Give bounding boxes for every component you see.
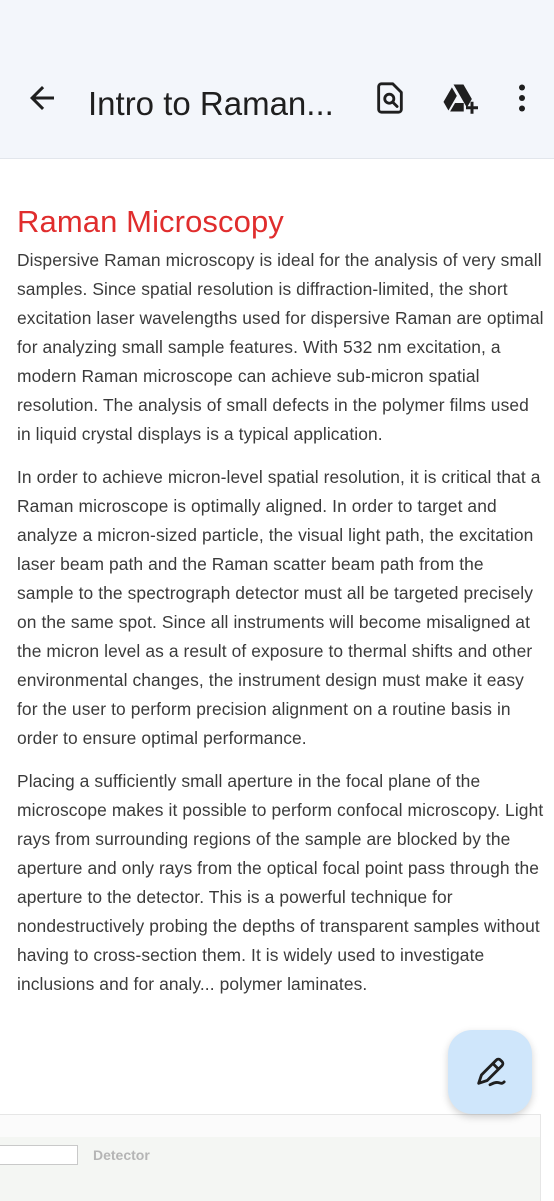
document-title: Intro to Raman... (88, 85, 334, 122)
annotate-fab-button[interactable] (448, 1030, 532, 1114)
app-bar (0, 0, 554, 159)
back-button[interactable] (24, 80, 60, 116)
detector-label: Detector (93, 1147, 150, 1163)
paragraph-3: Placing a sufficiently small aperture in the focal plane of the microscope makes it possible to perform confocal microscopy. Light rays from surrounding regions of the sample are blocked by the aperture and only rays from the optical focal point pass through the aperture to the detector. This is a powerful technique for nondestructively probing the depths of transparent samples without having to cross-section them. It is widely used to investigate inclusions and for analy... polymer laminates. (17, 771, 544, 994)
arrow-back-icon (24, 80, 60, 116)
figure-area (0, 1137, 540, 1201)
edit-annotate-icon (473, 1055, 507, 1089)
find-in-page-button[interactable] (370, 78, 410, 118)
more-options-button[interactable] (502, 78, 542, 118)
add-to-drive-button[interactable] (440, 78, 480, 118)
add-to-drive-icon (442, 80, 478, 116)
paragraph-2: In order to achieve micron-level spatial resolution, it is critical that a Raman microscope is optimally aligned. In order to target and analyze a micron-sized particle, the visual light path, the excitation laser beam path and the Raman scatter beam path from the sample to the spectrograph detector must all be targeted precisely on the same spot. Since all instruments will become misaligned at the micron level as a result of exposure to thermal shifts and other environmental changes, the instrument design must make it easy for the user to perform precision alignment on a routine basis in order to ensure optimal performance. (17, 467, 541, 748)
figure-preview (0, 1114, 541, 1201)
section-heading: Raman Microscopy (17, 204, 284, 239)
figure-box (0, 1145, 78, 1165)
more-vert-icon (504, 80, 540, 116)
find-in-page-icon (373, 81, 407, 115)
paragraph-1: Dispersive Raman microscopy is ideal for the analysis of very small samples. Since spatial resolution is diffraction-limited, the short excitation laser wavelengths used for dispersive Raman are optimal for analyzing small sample features. With 532 nm excitation, a modern Raman microscope can achieve sub-micron spatial resolution. The analysis of small defects in the polymer films used in liquid crystal displays is a typical application. (17, 250, 544, 444)
document-content (17, 200, 545, 1013)
